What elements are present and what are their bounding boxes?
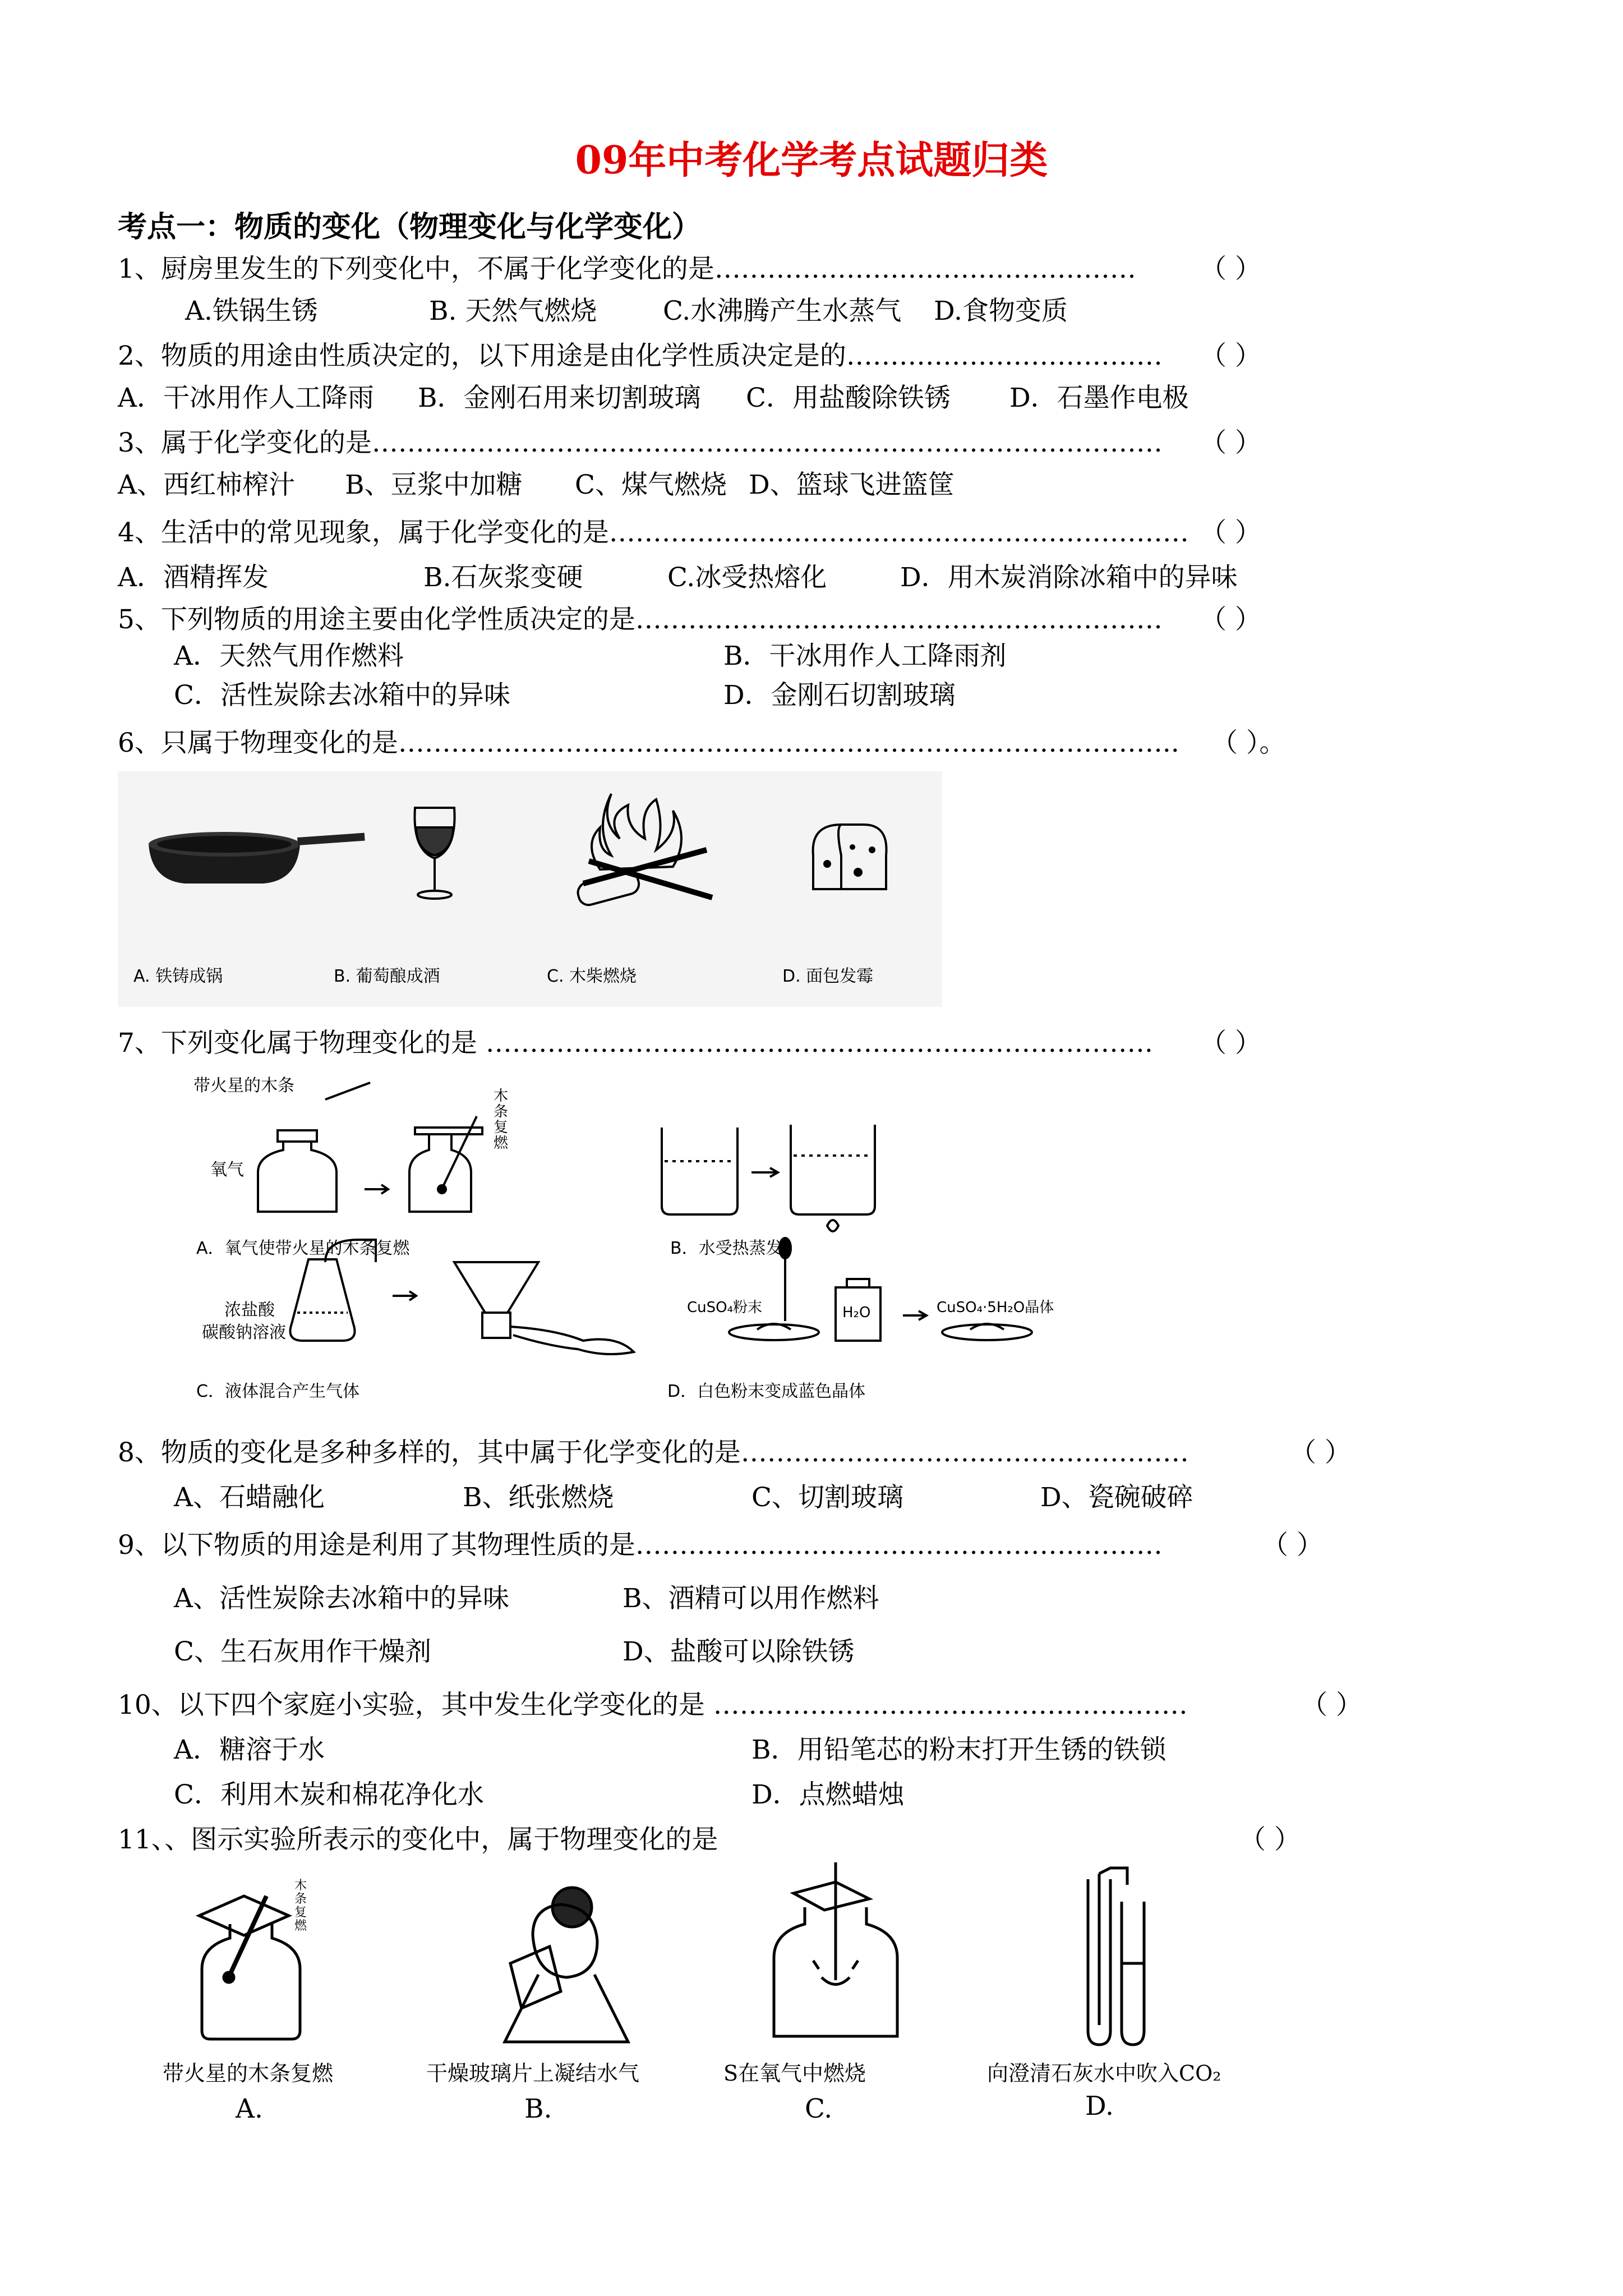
q7-c-label-acid: 浓盐酸 [224, 1300, 275, 1320]
question-11-figure [146, 1862, 1245, 2143]
question-1-answer-paren: （ ） [1200, 254, 1261, 284]
question-4-stem: 4、生活中的常见现象，属于化学变化的是………………………………………………………… [118, 517, 1189, 548]
question-2-option-b: B．金刚石用来切割玻璃 [418, 383, 701, 413]
dish-crystals-icon [942, 1324, 1032, 1340]
q7-a-label-splint: 带火星的木条 [193, 1076, 294, 1096]
dish-powder-icon [729, 1324, 819, 1340]
q7-a-label-relit: 木条复燃 [494, 1088, 509, 1152]
question-5-option-d: D．金刚石切割玻璃 [723, 680, 956, 711]
q11-caption-b: 干燥玻璃片上凝结水气 [426, 2061, 640, 2086]
question-2-option-a: A．干冰用作人工降雨 [118, 383, 374, 413]
question-6-option-a: A. 铁铸成锅 [133, 967, 223, 986]
question-8-option-d: D、瓷碗破碎 [1040, 1482, 1193, 1513]
question-8-stem: 8、物质的变化是多种多样的，其中属于化学变化的是…………………………………………… [118, 1437, 1189, 1468]
question-3-answer-paren: （ ） [1200, 427, 1261, 458]
question-1-option-c: C.水沸腾产生水蒸气 [663, 296, 902, 326]
question-5-answer-paren: （ ） [1200, 604, 1261, 635]
question-4-answer-paren: （ ） [1200, 517, 1261, 548]
q11-letter-d: D. [1085, 2091, 1114, 2122]
question-11-stem: 11、、图示实验所表示的变化中，属于物理变化的是 [118, 1824, 718, 1855]
question-10-option-c: C．利用木炭和棉花净化水 [174, 1779, 484, 1810]
q11-caption-a: 带火星的木条复燃 [163, 2061, 334, 2086]
question-10-stem: 10、以下四个家庭小实验，其中发生化学变化的是 ……………………………………………… [118, 1690, 1188, 1720]
question-3-option-c: C、煤气燃烧 [575, 470, 727, 500]
question-4-option-a: A．酒精挥发 [118, 562, 269, 593]
q7-a-caption: A．氧气使带火星的木条复燃 [196, 1239, 410, 1258]
test-tube-straw-icon [1088, 1868, 1144, 2045]
question-1-option-b: B. 天然气燃烧 [429, 296, 597, 326]
question-3-stem: 3、属于化学变化的是……………………………………………………………………………… [118, 427, 1163, 458]
q7-d-label-water: H₂O [842, 1304, 871, 1321]
moldy-bread-icon [813, 825, 887, 889]
question-7-stem: 7、下列变化属于物理变化的是 …………………………………………………………………. [118, 1028, 1153, 1059]
funnel-balloon-icon [454, 1262, 634, 1354]
question-6-stem: 6、只属于物理变化的是…………………………………………………………………………….. [118, 728, 1179, 758]
question-2-option-c: C．用盐酸除铁锈 [746, 383, 951, 413]
question-10-option-b: B．用铅笔芯的粉末打开生锈的铁锁 [751, 1734, 1166, 1765]
question-3-option-a: A、西红柿榨汁 [118, 470, 295, 500]
question-4-option-b: B.石灰浆变硬 [423, 562, 583, 593]
relit-splint-bottle-icon [409, 1116, 482, 1212]
q7-d-label-powder: CuSO₄粉末 [687, 1299, 763, 1316]
q11-caption-d: 向澄清石灰水中吹入CO₂ [987, 2061, 1221, 2086]
question-3-option-d: D、篮球飞进篮筐 [749, 470, 955, 500]
question-6-option-c: C. 木柴燃烧 [547, 967, 637, 986]
question-2-stem: 2、物质的用途由性质决定的，以下用途是由化学性质决定是的……………………………… [118, 341, 1163, 371]
question-6-option-b: B. 葡萄酿成酒 [334, 967, 440, 986]
oxygen-bottle-icon [258, 1083, 370, 1212]
q11-caption-c: S在氧气中燃烧 [723, 2061, 866, 2086]
question-5-stem: 5、下列物质的用途主要由化学性质决定的是…………………………………………………… [118, 604, 1163, 635]
question-5-option-a: A．天然气用作燃料 [174, 641, 404, 671]
q11-letter-a: A. [236, 2093, 263, 2124]
question-7-answer-paren: （ ） [1200, 1028, 1261, 1059]
q7-d-caption: D．白色粉末变成蓝色晶体 [667, 1382, 866, 1401]
arrow-icon [393, 1291, 416, 1300]
beaker-icon [662, 1128, 737, 1214]
question-9-option-d: D、盐酸可以除铁锈 [623, 1636, 855, 1667]
question-10-answer-paren: （ ） [1301, 1690, 1362, 1720]
question-5-option-b: B．干冰用作人工降雨剂 [723, 641, 1007, 671]
question-10-option-a: A．糖溶于水 [174, 1734, 325, 1765]
question-8-option-b: B、纸张燃烧 [463, 1482, 614, 1513]
question-2-option-d: D．石墨作电极 [1009, 383, 1189, 413]
question-8-option-a: A、石蜡融化 [174, 1482, 325, 1513]
q7-c-label-carbonate: 碳酸钠溶液 [202, 1323, 286, 1342]
q7-b-caption: B．水受热蒸发 [670, 1239, 783, 1258]
q7-c-caption: C．液体混合产生气体 [196, 1382, 359, 1401]
page-title: 09年中考化学考点试题归类 [575, 138, 1048, 183]
sulfur-combustion-jar-icon [774, 1862, 897, 2036]
question-9-option-a: A、活性炭除去冰箱中的异味 [174, 1583, 509, 1614]
q7-a-label-oxygen: 氧气 [210, 1160, 244, 1180]
question-6-figure [118, 771, 942, 1007]
burning-wood-icon [576, 794, 712, 907]
question-11-answer-paren: （ ） [1239, 1824, 1301, 1855]
q11-letter-b: B. [524, 2093, 552, 2124]
splint-bottle-icon [199, 1896, 300, 2039]
question-6-answer-paren: （ ）。 [1211, 728, 1286, 758]
question-9-stem: 9、以下物质的用途是利用了其物理性质的是…………………………………………………… [118, 1530, 1163, 1561]
q11-a-label: 木条复燃 [294, 1879, 307, 1933]
question-4-option-d: D．用木炭消除冰箱中的异味 [900, 562, 1238, 593]
girl-breathing-on-glass-icon [505, 1888, 628, 2042]
section-heading: 考点一：物质的变化（物理变化与化学变化） [118, 210, 702, 244]
arrow-icon [365, 1185, 388, 1194]
question-2-answer-paren: （ ） [1200, 341, 1261, 371]
wine-glass-icon [414, 808, 454, 899]
question-5-option-c: C．活性炭除去冰箱中的异味 [174, 680, 510, 711]
q11-letter-c: C. [805, 2093, 833, 2124]
question-1-stem: 1、厨房里发生的下列变化中，不属于化学变化的是………………………………………… [118, 254, 1136, 284]
question-9-answer-paren: （ ） [1262, 1530, 1323, 1561]
question-7-figure [191, 1071, 1144, 1414]
frying-pan-icon [149, 832, 365, 884]
question-11-illustrations [146, 1862, 1245, 2047]
question-1-option-a: A.铁锅生锈 [185, 296, 318, 326]
question-8-option-c: C、切割玻璃 [751, 1482, 903, 1513]
question-4-option-c: C.冰受热熔化 [667, 562, 827, 593]
arrow-icon [903, 1311, 926, 1320]
question-3-option-b: B、豆浆中加糖 [345, 470, 523, 500]
q7-d-label-crystal: CuSO₄·5H₂O晶体 [937, 1299, 1054, 1316]
question-9-option-b: B、酒精可以用作燃料 [623, 1583, 879, 1614]
heated-beaker-icon [791, 1125, 875, 1231]
question-1-option-d: D.食物变质 [934, 296, 1068, 326]
question-8-answer-paren: （ ） [1290, 1437, 1351, 1468]
question-10-option-d: D．点燃蜡烛 [751, 1779, 905, 1810]
question-9-option-c: C、生石灰用作干燥剂 [174, 1636, 431, 1667]
arrow-icon [751, 1168, 778, 1177]
question-6-option-d: D. 面包发霉 [782, 967, 874, 986]
